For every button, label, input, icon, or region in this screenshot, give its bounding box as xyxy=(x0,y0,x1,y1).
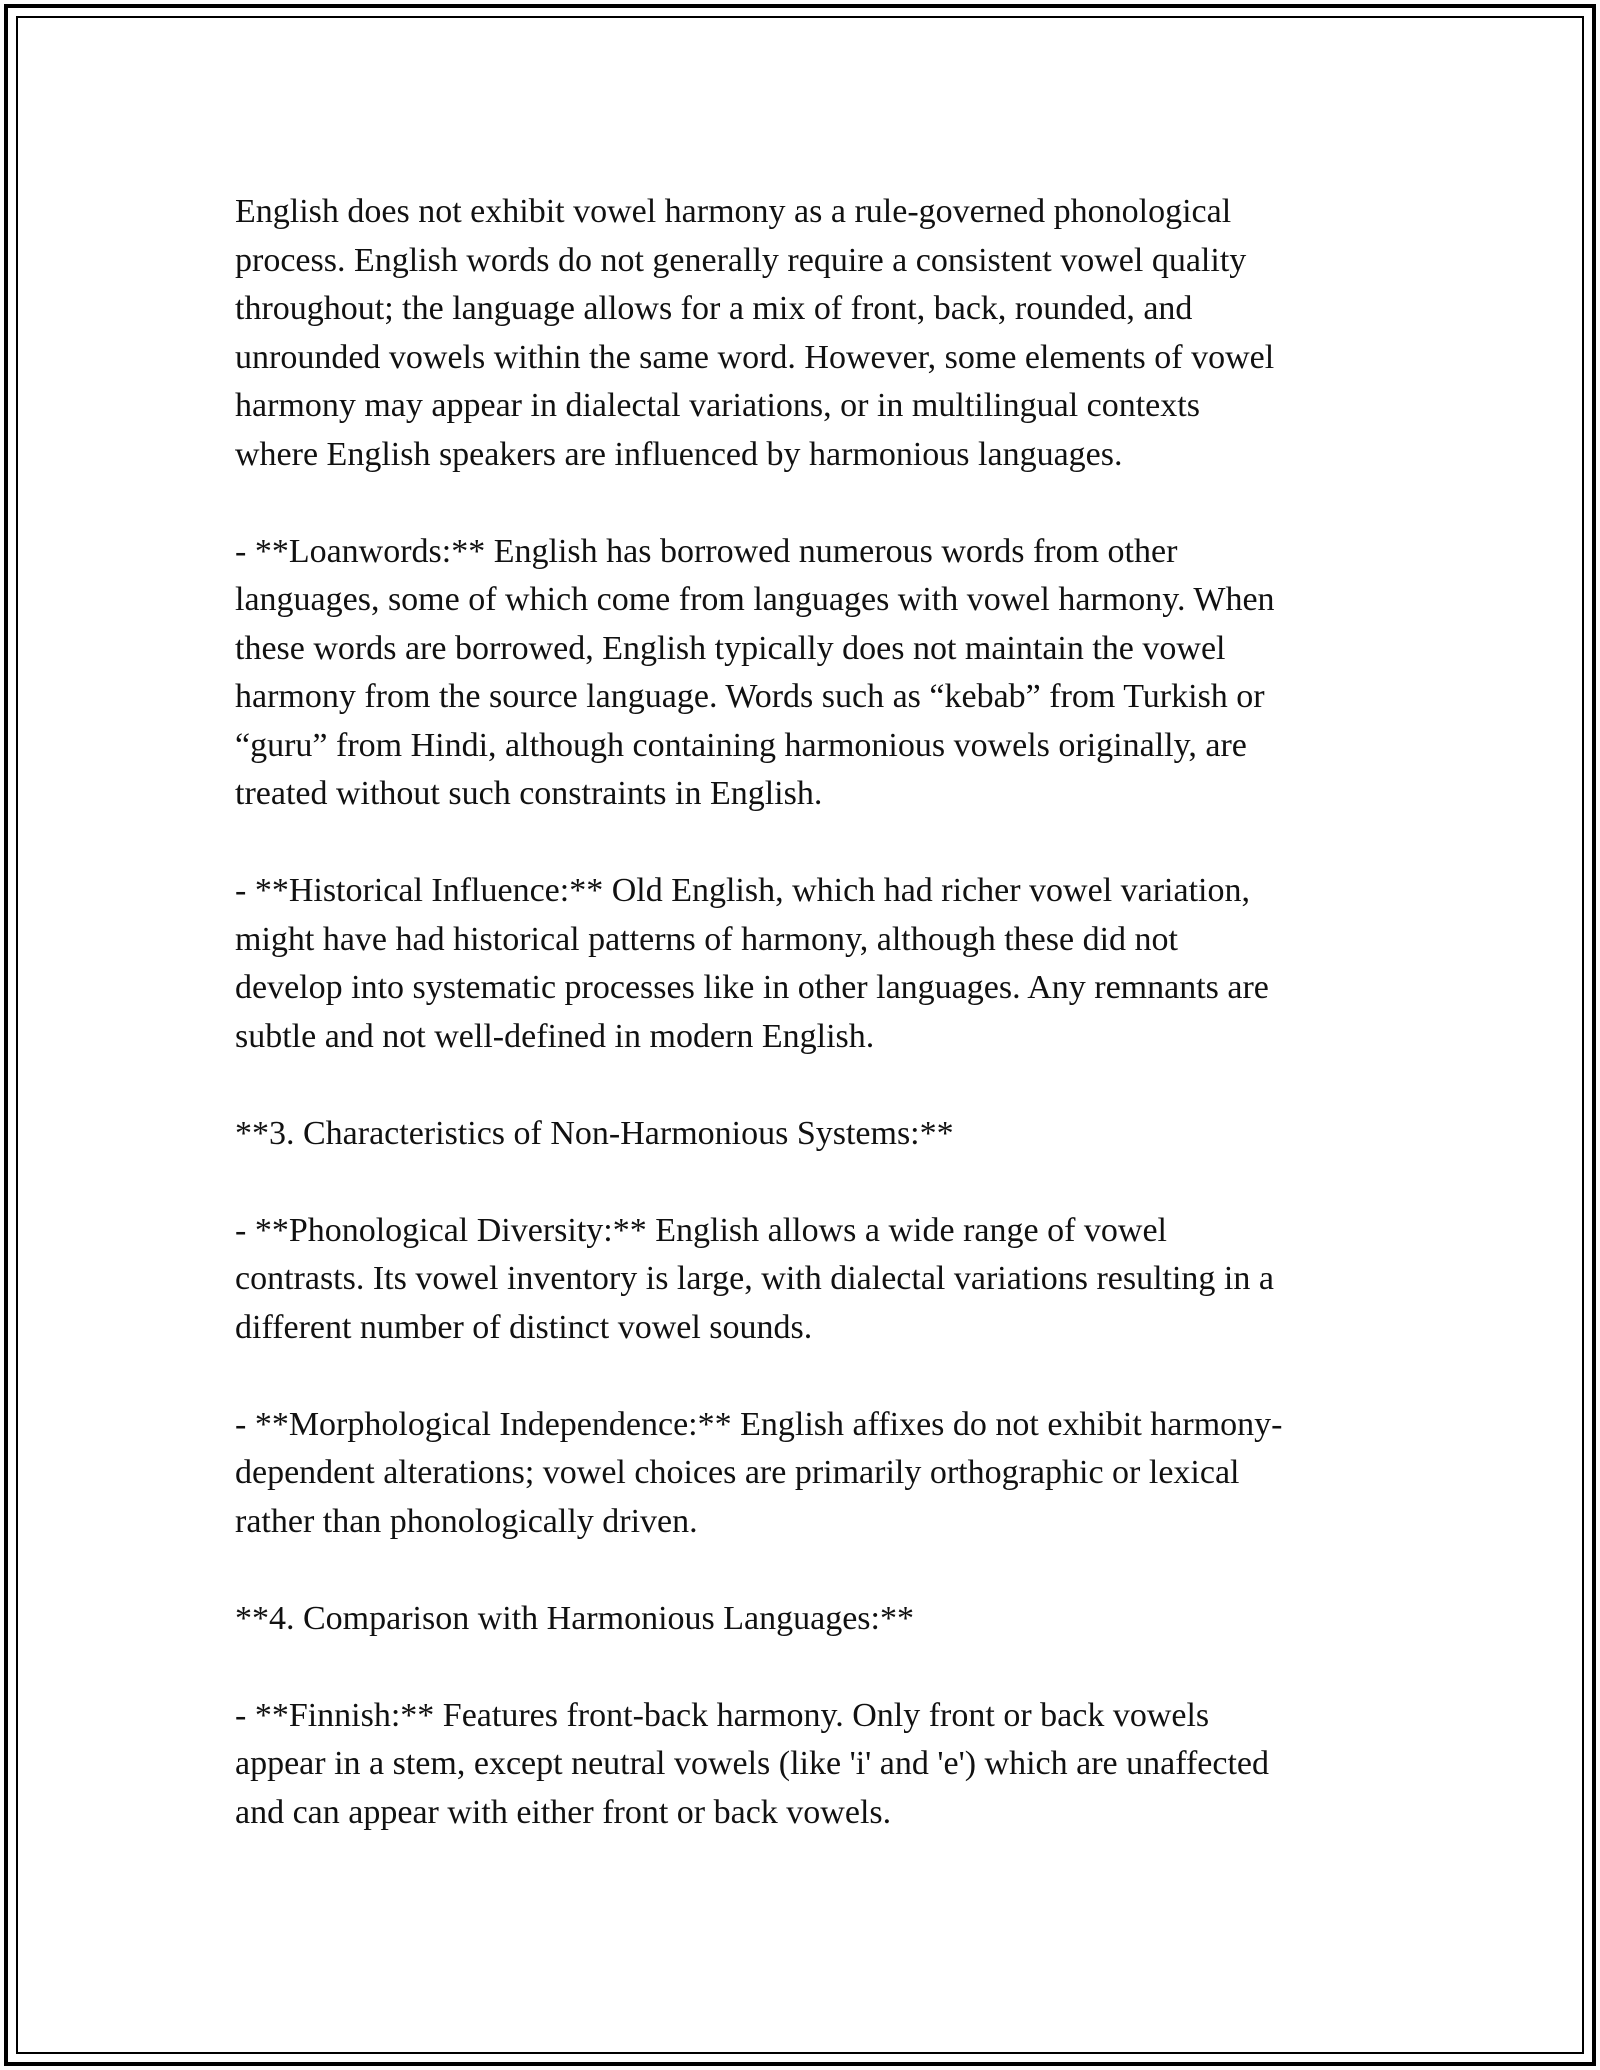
section-heading-comparison: **4. Comparison with Harmonious Languages:** xyxy=(235,1599,914,1637)
paragraph-morphological-independence: - **Morphological Independence:** English affixes do not exhibit harmony- dependent alterations; vowel choices are primarily orthographic or lexical rather than phonologically driven. xyxy=(235,1405,1283,1540)
paragraph-phonological-diversity: - **Phonological Diversity:** English allows a wide range of vowel contrasts. Its vowel inventory is large, with dialectal variations resulting in a different number of distinct vowel sounds. xyxy=(235,1211,1274,1346)
paragraph-intro: English does not exhibit vowel harmony as a rule-governed phonological process. English words do not generally require a consistent vowel quality throughout; the language allows for a mix of front, back, rounded, and unrounded vowels within the same word. However, some elements of vowel harmony may appear in dialectal variations, or in multilingual contexts where English speakers are influenced by harmonious languages. xyxy=(235,193,1275,473)
paragraph-loanwords: - **Loanwords:** English has borrowed numerous words from other languages, some of which come from languages with vowel harmony. When these words are borrowed, English typically does not maintain the vowel harmony from the source language. Words such as “kebab” from Turkish or “guru” from Hindi, although containing harmonious vowels originally, are treated without such constraints in English. xyxy=(235,532,1275,812)
section-heading-characteristics: **3. Characteristics of Non-Harmonious Systems:** xyxy=(235,1114,954,1152)
document-body xyxy=(235,188,1385,1837)
paragraph-historical-influence: - **Historical Influence:** Old English, which had richer vowel variation, might have had historical patterns of harmony, although these did not develop into systematic processes like in other languages. Any remnants are subtle and not well-defined in modern English. xyxy=(235,872,1269,1055)
paragraph-finnish: - **Finnish:** Features front-back harmony. Only front or back vowels appear in a stem, except neutral vowels (like 'i' and 'e') which are unaffected and can appear with either front or back vowels. xyxy=(235,1696,1269,1831)
